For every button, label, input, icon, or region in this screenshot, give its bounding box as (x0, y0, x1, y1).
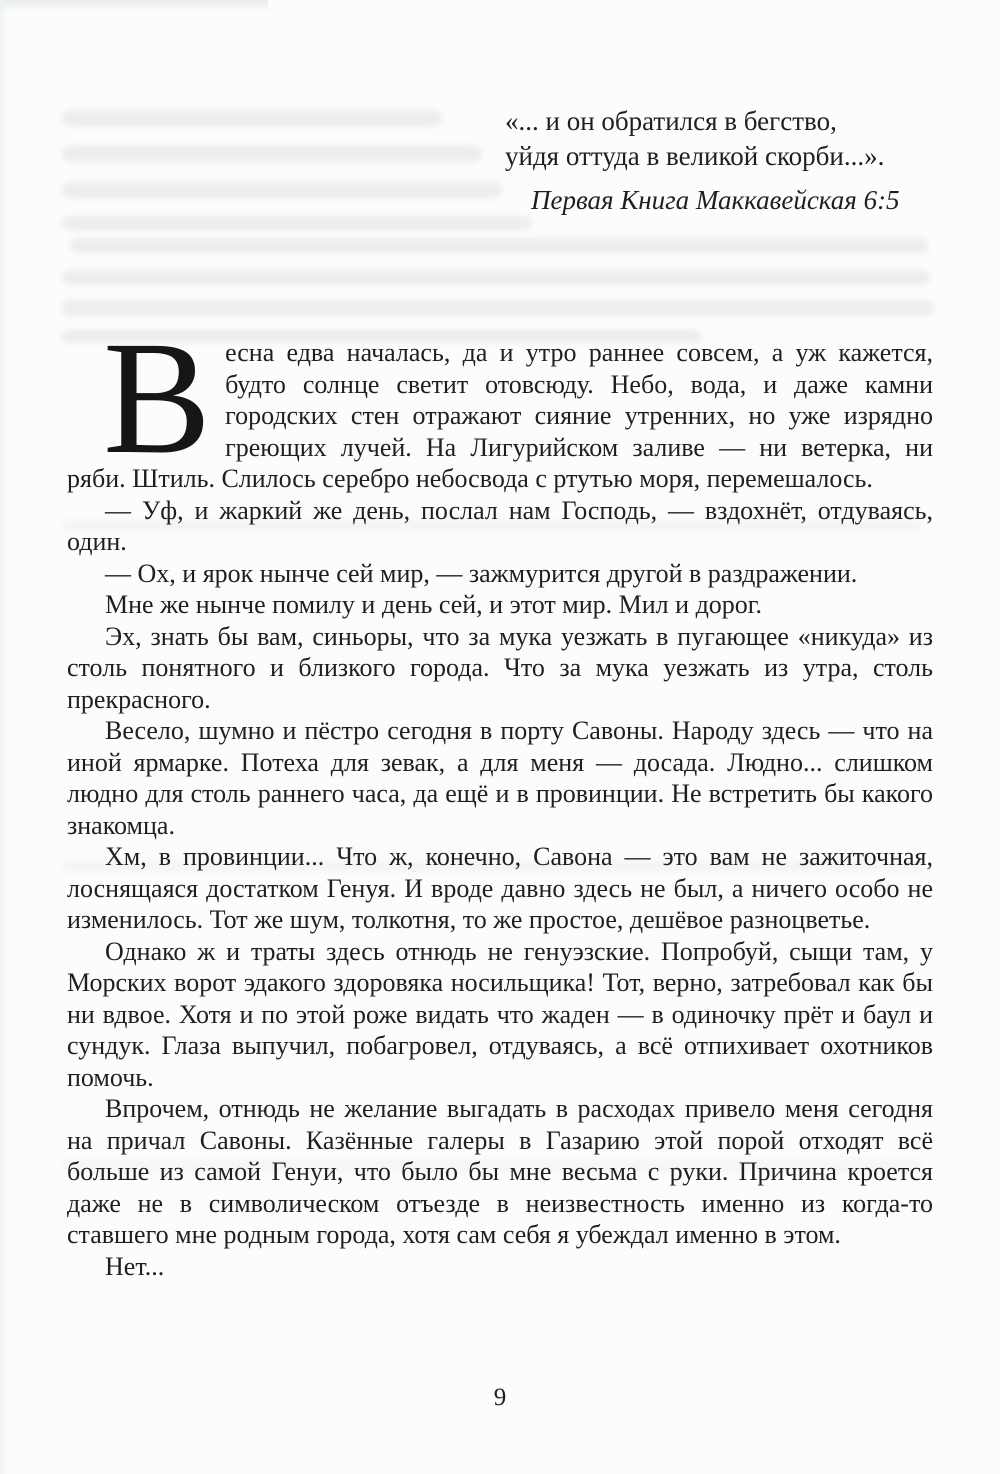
page-number: 9 (493, 1384, 507, 1411)
paragraph: Впрочем, отнюдь не желание выгадать в расходах привело меня сегодня на причал Савоны. Казённые галеры в Газарию этой порой отходят всё больше из самой Генуи, что было бы мне весьма с руки. Причина кроется даже не в символическом отъезде в неизвестность именно из когда-то ставшего мне родным города, хотя сам себя я убеждал именно в этом. (67, 1094, 933, 1249)
scan-edge-left (0, 0, 8, 1474)
paragraph: — Ох, и ярок нынче сей мир, — зажмурится другой в раздражении. (105, 558, 858, 588)
bleedthrough-smudge (62, 182, 502, 198)
paragraph: Хм, в провинции... Что ж, конечно, Савона — это вам не зажиточная, лоснящаяся достатком Генуя. И вроде давно здесь не был, а ничего особо не изменилось. Тот же шум, толкотня, то же простое, дешёвое разноцветье. (67, 842, 933, 934)
paragraph: Весело, шумно и пёстро сегодня в порту Савоны. Народу здесь — что на иной ярмарке. Потеха для зевак, а для меня — досада. Людно... слишком людно для столь раннего часа, да ещё и в провинции. Не встретить бы какого знакомца. (67, 716, 933, 840)
body-text (67, 309, 933, 1282)
paragraph: Нет... (105, 1251, 165, 1281)
epigraph-line: «... и он обратился в бегство, (505, 106, 837, 136)
epigraph (505, 104, 945, 218)
bleedthrough-smudge (70, 238, 928, 253)
paragraph: — Уф, и жаркий же день, послал нам Господь, — вздохнёт, отдуваясь, один. (67, 495, 933, 556)
scan-edge-top (0, 0, 268, 12)
paragraph: Однако ж и траты здесь отнюдь не генуэзские. Попробуй, сыщи там, у Морских ворот эдакого здоровяка носильщика! Тот, верно, затребовал как бы ни вдвое. Хотя и по этой роже видать что жаден — в одиночку прёт и баул и сундук. Глаза выпучил, побагровел, отдуваясь, а всё отпихивает охотников помочь. (67, 936, 933, 1092)
paragraph-text: есна едва началась, да и утро раннее совсем, а уж кажется, будто солнце светит отовсюду. Небо, вода, и даже камни городских стен отражают сияние утренних, но уже изрядно греющих лучей. На Лигурийском заливе — ни ветерка, ни ряби. Штиль. Слилось серебро небосвода с ртутью моря, перемешалось. (67, 338, 933, 493)
bleedthrough-smudge (62, 146, 482, 162)
bleedthrough-smudge (62, 110, 442, 126)
epigraph-line: уйдя оттуда в великой скорби...». (505, 141, 885, 171)
paragraph-opening (67, 309, 933, 495)
drop-cap: В (103, 309, 212, 488)
bleedthrough-smudge (62, 216, 532, 230)
epigraph-attribution: Первая Книга Маккавейская 6:5 (531, 185, 900, 215)
paragraph: Эх, знать бы вам, синьоры, что за мука уезжать в пугающее «никуда» из столь понятного и близкого города. Что за мука уезжать из утра, столь прекрасного. (67, 621, 933, 714)
bleedthrough-smudge (62, 270, 930, 285)
paragraph: Мне же нынче помилу и день сей, и этот мир. Мил и дорог. (105, 590, 763, 619)
